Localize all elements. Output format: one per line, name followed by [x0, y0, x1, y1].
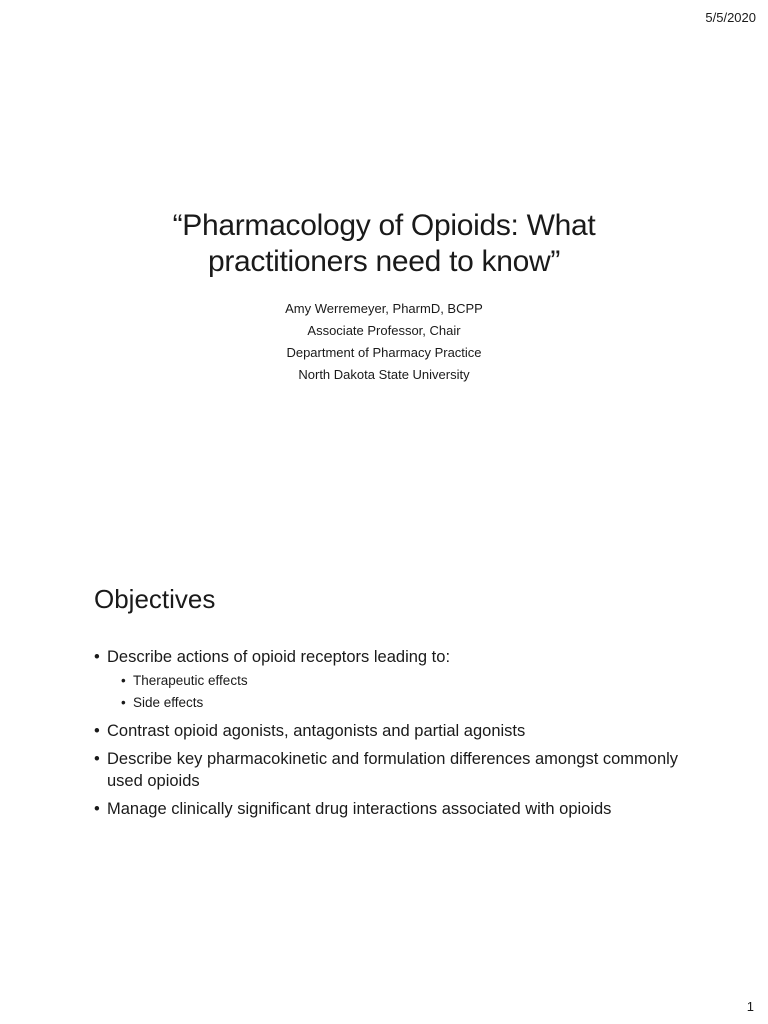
objective-item: [94, 748, 684, 792]
page-date: 5/5/2020: [705, 10, 756, 25]
presenter-university: North Dakota State University: [298, 367, 470, 382]
objective-subitem: • Side effects: [121, 692, 684, 714]
title-line: “Pharmacology of Opioids: What: [172, 209, 596, 242]
title-slide: [82, 160, 686, 460]
objective-sublist: [107, 670, 684, 714]
objective-item: [94, 798, 684, 820]
presentation-title: [82, 208, 686, 280]
page-number: 1: [746, 999, 754, 1014]
objective-item: [94, 646, 684, 714]
objectives-slide: [82, 570, 686, 870]
objective-text: • Contrast opioid agonists, antagonists and partial agonists: [107, 722, 526, 740]
title-line: practitioners need to know”: [207, 245, 561, 278]
objective-text: • Describe actions of opioid receptors leading to:: [107, 648, 451, 666]
objective-text: • Describe key pharmacokinetic and formulation differences amongst commonly used opioids: [107, 750, 679, 790]
presenter-position: Associate Professor, Chair: [307, 323, 461, 338]
objectives-list: [94, 646, 684, 826]
objectives-title: Objectives: [94, 584, 216, 614]
objective-subitem: • Therapeutic effects: [121, 670, 684, 692]
presenter-name: Amy Werremeyer, PharmD, BCPP: [285, 301, 483, 316]
presenter-info: [82, 298, 686, 386]
presenter-department: Department of Pharmacy Practice: [286, 345, 482, 360]
objective-text: • Manage clinically significant drug interactions associated with opioids: [107, 800, 612, 818]
objective-item: [94, 720, 684, 742]
